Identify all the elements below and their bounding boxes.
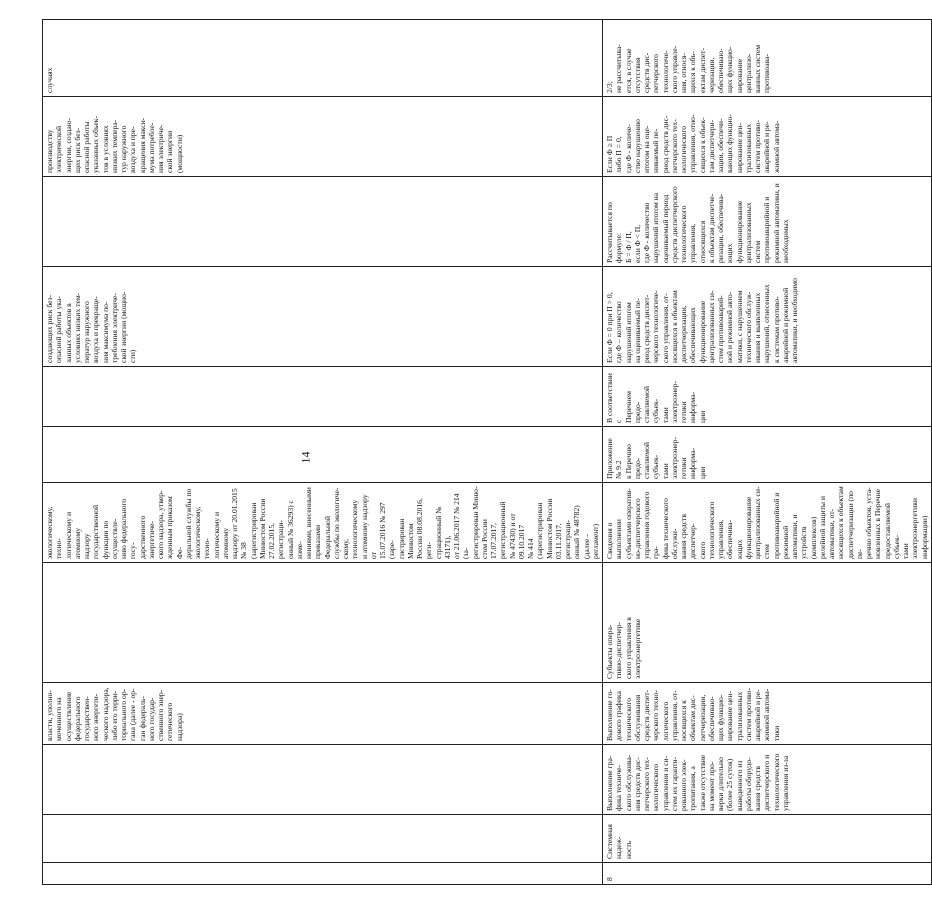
table-cell: Системная надеж- ность: [603, 815, 932, 863]
table-cell: Приложение № 9.2 к Перечню предо- ставляемой субъек- тами электроэнер- гетики информа- ции: [603, 427, 932, 483]
table-cell: [43, 367, 603, 427]
table-cell: [43, 745, 603, 815]
page-number: 14: [298, 451, 313, 464]
table-row: [603, 20, 932, 885]
table-cell: [43, 177, 603, 267]
table-cell: Если Ф = 0 при П > 0, где Ф – количество нарушений итогом на оцениваемый пе- риод средств диспет- черского технологиче- ского управления, от- носящихся к объектам диспетчеризации, обеспечивающих функционирование централизованных си- стем противоаварий- ной и режимной авто- матики, с нарушением технического обслуж- ивания и выявленных нарушений, отнесенных к системам противо- аварийной и режимной автоматики, и необходимо: [603, 267, 932, 367]
table-cell: случаях: [43, 20, 603, 97]
table-cell: [43, 815, 603, 863]
table-cell: В соответствии с Перечнем предо- ставляемой субъек- тами электроэнер- гетики информа- ции: [603, 367, 932, 427]
table-cell: власти, уполно- моченного на осуществление федерального государствен- ного энергети- ческого надзора, либо его терри- ториального ор- гана (далее - ор- ган федераль- ного государ- ственного энер- гетического надзора): [43, 683, 603, 745]
table-cell: Сведения о выполнении субъектами оператив- но-диспетчерского управления годового гра- фика технического обслужи- вания средств диспетчер- ского технологического управления, обеспечива- ющих функционирование централизованных си- стем противоаварийной и режимной автоматики, и устройств (комплексов) релейной защиты и автоматики, от- носящихся к объектам диспетчеризации (по пе- речню объектов, уста- новленных в Перечне предоставляемой субъек- тами электроэнергетики информации): [603, 483, 932, 563]
table-cell: производству электрической энергии, создаю- щих риск без- опасной работы указанных объек- тов в условиях низких темпера- тур наружного воздуха и пре- кращения макси- мума потребле- ния электриче- ской энергии (мощности): [43, 97, 603, 177]
table-row: [43, 20, 603, 885]
table-cell: 8: [603, 863, 932, 885]
table-cell: 2/3; не рассчитыва- ется, в случае отсутствия средств дис- петчерского технологиче- ского управле- ния, относя- щихся к объ- ектам диспет- черизации, обеспечиваю- щих функцио- нирование централизо- ванных систем противоава-: [603, 20, 932, 97]
table-cell: экологическому, техно- логическому и атомному надзору государственной функции по осуществле- нию федерального госу- дарственного энергетиче- ского надзора, утвер- жденным приказом Фе- деральной службы по экологическому, техно- логическому и атомному надзору от 20.01.2015 № 38 (зарегистрирован Минюстом России 27.02.2015, регистраци- онный № 36293) с изме- нениями, внесенными приказами Федеральной службы по экологиче- скому, технологическому и атомному надзору от 15.07.2016 № 297 (заре- гистрирован Минюстом России 08.08.2016, реги- страционный № 43171), от 21.06.2017 № 214 (за- регистрирован Миню- стом России 17.07.2017, регистрационный № 47430) и от 09.10.2017 № 414 (зарегистрирован Минюстом России 03.11.2017, регистраци- онный № 48782) (далее - регламент): [43, 483, 603, 563]
table-cell: Субъекты опера- тивно-диспетчер- ского управления в электроэнергетике: [603, 563, 932, 683]
table-cell: [43, 563, 603, 683]
table-cell: Выполнение гра- фика техниче- ского обслужива- ния средств дис- петчерского тех- нологического управления и си- стем их гаранти- рованного элек- тропитания, а также отсутствие на момент про- верки длительно (более 25 суток) выведенного из работы оборудо- вания средств диспетчерского и технологического управления из-за: [603, 745, 932, 815]
table-cell: [43, 863, 603, 885]
table-cell: [43, 427, 603, 483]
table-cell: Рассчитывается по формуле: Б = Ф / П, если Ф < П, где Ф - количество нарушений итогом на оцениваемый период средств диспетчерского технологического управления, относящихся к объектам диспетче- ризации, обеспечива- ющих функционирование централизованных систем противоаварийной и режимной автоматики, и необходимых: [603, 177, 932, 267]
table-cell: создающих риск без- опасной работы ука- занных объектов в условиях низких тем- ператур наружного воздуха и прекраще- ния максимума по- требления электриче- ской энергии (мощно- сти): [43, 267, 603, 367]
table-cell: Если Ф ≥ П либо П = 0, где Ф - количе- ство нарушению итогом на оце- ниваемый пе- риод средств дис- петчерского тех- нологического управления, отно- сящихся к объек- там диспетчери- зации, обеспечи- вающих функцио- нирование цен- трализованных систем противо- аварийной и ре- жимной автома-: [603, 97, 932, 177]
table-cell: Выполнение го- дового графика технического обслуживания средств диспет- черского техно- логического управления, от- носящихся к объектам дис- петчеризации, обеспечиваю- щих функцио- нирование цен- трализованных систем противо- аварийной и ре- жимной автома- тики: [603, 683, 932, 745]
document-table: [42, 19, 932, 885]
